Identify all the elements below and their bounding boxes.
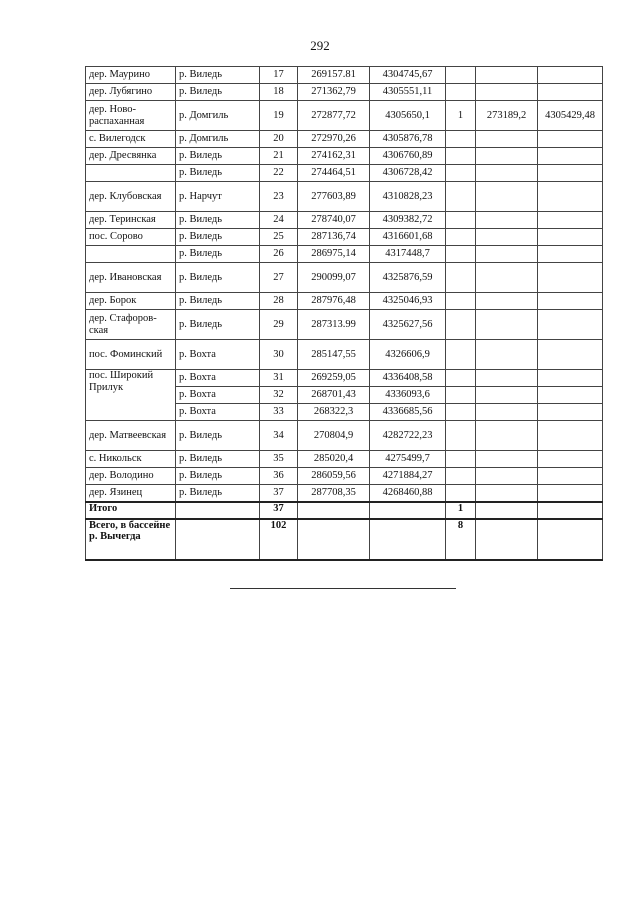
place-cell: с. Никольск (86, 451, 176, 468)
extra-y-cell (538, 165, 603, 182)
place-cell: дер. Борок (86, 293, 176, 310)
x-coordinate-cell: 274464,51 (298, 165, 370, 182)
x-coordinate-cell: 286975,14 (298, 246, 370, 263)
grand-total-row (86, 519, 603, 560)
extra-x-cell (476, 404, 538, 421)
empty-cell (538, 502, 603, 519)
river-cell: р. Виледь (176, 229, 260, 246)
x-coordinate-cell: 286059,56 (298, 468, 370, 485)
extra-x-cell (476, 165, 538, 182)
river-cell: р. Виледь (176, 212, 260, 229)
empty-cell (298, 519, 370, 560)
river-cell: р. Виледь (176, 451, 260, 468)
x-coordinate-cell: 278740,07 (298, 212, 370, 229)
number-cell: 35 (260, 451, 298, 468)
table-body (86, 67, 603, 560)
river-cell: р. Виледь (176, 310, 260, 340)
empty-cell (538, 519, 603, 560)
river-cell: р. Виледь (176, 485, 260, 502)
place-cell: дер. Дресвянка (86, 148, 176, 165)
number-cell: 24 (260, 212, 298, 229)
extra-x-cell (476, 451, 538, 468)
empty-cell (370, 519, 446, 560)
x-coordinate-cell: 287708,35 (298, 485, 370, 502)
number-cell: 19 (260, 101, 298, 131)
extra-number-cell (446, 246, 476, 263)
extra-x-cell (476, 387, 538, 404)
extra-number-cell (446, 131, 476, 148)
table-row (86, 148, 603, 165)
extra-x-cell (476, 310, 538, 340)
y-coordinate-cell: 4305876,78 (370, 131, 446, 148)
river-cell: р. Виледь (176, 84, 260, 101)
x-coordinate-cell: 272970,26 (298, 131, 370, 148)
extra-y-cell: 4305429,48 (538, 101, 603, 131)
place-cell: пос. Фоминский (86, 340, 176, 370)
place-cell: дер. Ново-распаханная (86, 101, 176, 131)
x-coordinate-cell: 285147,55 (298, 340, 370, 370)
extra-y-cell (538, 67, 603, 84)
river-cell: р. Вохта (176, 340, 260, 370)
extra-x-cell (476, 148, 538, 165)
y-coordinate-cell: 4268460,88 (370, 485, 446, 502)
grand-total-extra-number: 8 (446, 519, 476, 560)
y-coordinate-cell: 4325876,59 (370, 263, 446, 293)
empty-cell (176, 502, 260, 519)
extra-x-cell (476, 485, 538, 502)
totals-extra-number: 1 (446, 502, 476, 519)
extra-x-cell: 273189,2 (476, 101, 538, 131)
section-divider (230, 588, 456, 589)
totals-label: Итого (86, 502, 176, 519)
river-cell: р. Виледь (176, 67, 260, 84)
river-cell: р. Вохта (176, 404, 260, 421)
y-coordinate-cell: 4271884,27 (370, 468, 446, 485)
river-cell: р. Виледь (176, 246, 260, 263)
place-cell: дер. Лубягино (86, 84, 176, 101)
x-coordinate-cell: 290099,07 (298, 263, 370, 293)
place-cell (86, 165, 176, 182)
y-coordinate-cell: 4336093,6 (370, 387, 446, 404)
table-row (86, 212, 603, 229)
table-row (86, 451, 603, 468)
extra-y-cell (538, 451, 603, 468)
number-cell: 33 (260, 404, 298, 421)
extra-x-cell (476, 84, 538, 101)
extra-x-cell (476, 131, 538, 148)
empty-cell (370, 502, 446, 519)
extra-y-cell (538, 310, 603, 340)
place-cell: дер. Володино (86, 468, 176, 485)
y-coordinate-cell: 4275499,7 (370, 451, 446, 468)
extra-number-cell (446, 84, 476, 101)
number-cell: 21 (260, 148, 298, 165)
river-cell: р. Вохта (176, 387, 260, 404)
place-cell: дер. Теринская (86, 212, 176, 229)
y-coordinate-cell: 4317448,7 (370, 246, 446, 263)
extra-number-cell (446, 451, 476, 468)
extra-number-cell: 1 (446, 101, 476, 131)
extra-number-cell (446, 67, 476, 84)
extra-number-cell (446, 387, 476, 404)
x-coordinate-cell: 271362,79 (298, 84, 370, 101)
extra-y-cell (538, 246, 603, 263)
extra-x-cell (476, 229, 538, 246)
extra-number-cell (446, 182, 476, 212)
extra-y-cell (538, 468, 603, 485)
y-coordinate-cell: 4306760,89 (370, 148, 446, 165)
y-coordinate-cell: 4310828,23 (370, 182, 446, 212)
river-cell: р. Виледь (176, 148, 260, 165)
extra-y-cell (538, 182, 603, 212)
y-coordinate-cell: 4336685,56 (370, 404, 446, 421)
extra-number-cell (446, 421, 476, 451)
place-cell: с. Вилегодск (86, 131, 176, 148)
x-coordinate-cell: 274162,31 (298, 148, 370, 165)
extra-x-cell (476, 246, 538, 263)
table-row (86, 370, 603, 387)
river-cell: р. Виледь (176, 468, 260, 485)
river-cell: р. Нарчут (176, 182, 260, 212)
x-coordinate-cell: 285020,4 (298, 451, 370, 468)
y-coordinate-cell: 4336408,58 (370, 370, 446, 387)
number-cell: 25 (260, 229, 298, 246)
number-cell: 22 (260, 165, 298, 182)
empty-cell (176, 519, 260, 560)
x-coordinate-cell: 272877,72 (298, 101, 370, 131)
extra-number-cell (446, 263, 476, 293)
extra-y-cell (538, 421, 603, 451)
number-cell: 34 (260, 421, 298, 451)
y-coordinate-cell: 4305551,11 (370, 84, 446, 101)
extra-number-cell (446, 370, 476, 387)
extra-x-cell (476, 67, 538, 84)
table-row (86, 485, 603, 502)
wells-table (85, 66, 603, 561)
x-coordinate-cell: 270804,9 (298, 421, 370, 451)
x-coordinate-cell: 268701,43 (298, 387, 370, 404)
grand-total-number: 102 (260, 519, 298, 560)
extra-number-cell (446, 404, 476, 421)
extra-number-cell (446, 340, 476, 370)
extra-number-cell (446, 485, 476, 502)
y-coordinate-cell: 4309382,72 (370, 212, 446, 229)
y-coordinate-cell: 4282722,23 (370, 421, 446, 451)
place-cell: дер. Маурино (86, 67, 176, 84)
extra-x-cell (476, 263, 538, 293)
extra-y-cell (538, 404, 603, 421)
extra-y-cell (538, 387, 603, 404)
table-row (86, 84, 603, 101)
river-cell: р. Виледь (176, 263, 260, 293)
extra-y-cell (538, 212, 603, 229)
extra-number-cell (446, 468, 476, 485)
table-row (86, 182, 603, 212)
x-coordinate-cell: 277603,89 (298, 182, 370, 212)
extra-x-cell (476, 421, 538, 451)
table-row (86, 246, 603, 263)
river-cell: р. Виледь (176, 293, 260, 310)
extra-y-cell (538, 485, 603, 502)
place-cell: дер. Стафоров-ская (86, 310, 176, 340)
empty-cell (298, 502, 370, 519)
extra-x-cell (476, 293, 538, 310)
extra-x-cell (476, 182, 538, 212)
place-cell: пос. Сорово (86, 229, 176, 246)
extra-x-cell (476, 340, 538, 370)
y-coordinate-cell: 4316601,68 (370, 229, 446, 246)
x-coordinate-cell: 287976,48 (298, 293, 370, 310)
river-cell: р. Виледь (176, 165, 260, 182)
number-cell: 30 (260, 340, 298, 370)
extra-y-cell (538, 370, 603, 387)
extra-y-cell (538, 340, 603, 370)
empty-cell (476, 519, 538, 560)
extra-number-cell (446, 165, 476, 182)
number-cell: 18 (260, 84, 298, 101)
extra-number-cell (446, 293, 476, 310)
place-cell: пос. Широкий Прилук (86, 370, 176, 421)
number-cell: 17 (260, 67, 298, 84)
totals-row (86, 502, 603, 519)
table-row (86, 263, 603, 293)
table-row (86, 131, 603, 148)
y-coordinate-cell: 4305650,1 (370, 101, 446, 131)
x-coordinate-cell: 287136,74 (298, 229, 370, 246)
y-coordinate-cell: 4326606,9 (370, 340, 446, 370)
place-cell: дер. Язинец (86, 485, 176, 502)
river-cell: р. Домгиль (176, 131, 260, 148)
number-cell: 27 (260, 263, 298, 293)
table-row (86, 340, 603, 370)
table-row (86, 468, 603, 485)
table-row (86, 67, 603, 84)
table-row (86, 165, 603, 182)
number-cell: 37 (260, 485, 298, 502)
empty-cell (476, 502, 538, 519)
y-coordinate-cell: 4304745,67 (370, 67, 446, 84)
place-cell (86, 246, 176, 263)
extra-x-cell (476, 370, 538, 387)
extra-y-cell (538, 84, 603, 101)
place-cell: дер. Ивановская (86, 263, 176, 293)
table-row (86, 101, 603, 131)
table-row (86, 310, 603, 340)
number-cell: 26 (260, 246, 298, 263)
extra-x-cell (476, 212, 538, 229)
extra-number-cell (446, 229, 476, 246)
table-row (86, 229, 603, 246)
table-row (86, 421, 603, 451)
number-cell: 29 (260, 310, 298, 340)
totals-number: 37 (260, 502, 298, 519)
x-coordinate-cell: 269157.81 (298, 67, 370, 84)
number-cell: 32 (260, 387, 298, 404)
place-cell: дер. Матвеевская (86, 421, 176, 451)
table-row (86, 293, 603, 310)
number-cell: 36 (260, 468, 298, 485)
y-coordinate-cell: 4306728,42 (370, 165, 446, 182)
grand-total-label: Всего, в бассейне р. Вычегда (86, 519, 176, 560)
extra-number-cell (446, 310, 476, 340)
y-coordinate-cell: 4325046,93 (370, 293, 446, 310)
river-cell: р. Вохта (176, 370, 260, 387)
extra-y-cell (538, 263, 603, 293)
number-cell: 31 (260, 370, 298, 387)
place-cell: дер. Клубовская (86, 182, 176, 212)
page-number: 292 (310, 38, 330, 53)
x-coordinate-cell: 269259,05 (298, 370, 370, 387)
y-coordinate-cell: 4325627,56 (370, 310, 446, 340)
extra-y-cell (538, 293, 603, 310)
number-cell: 23 (260, 182, 298, 212)
extra-number-cell (446, 212, 476, 229)
extra-x-cell (476, 468, 538, 485)
number-cell: 28 (260, 293, 298, 310)
extra-number-cell (446, 148, 476, 165)
river-cell: р. Домгиль (176, 101, 260, 131)
x-coordinate-cell: 287313.99 (298, 310, 370, 340)
extra-y-cell (538, 131, 603, 148)
extra-y-cell (538, 229, 603, 246)
river-cell: р. Виледь (176, 421, 260, 451)
number-cell: 20 (260, 131, 298, 148)
extra-y-cell (538, 148, 603, 165)
x-coordinate-cell: 268322,3 (298, 404, 370, 421)
